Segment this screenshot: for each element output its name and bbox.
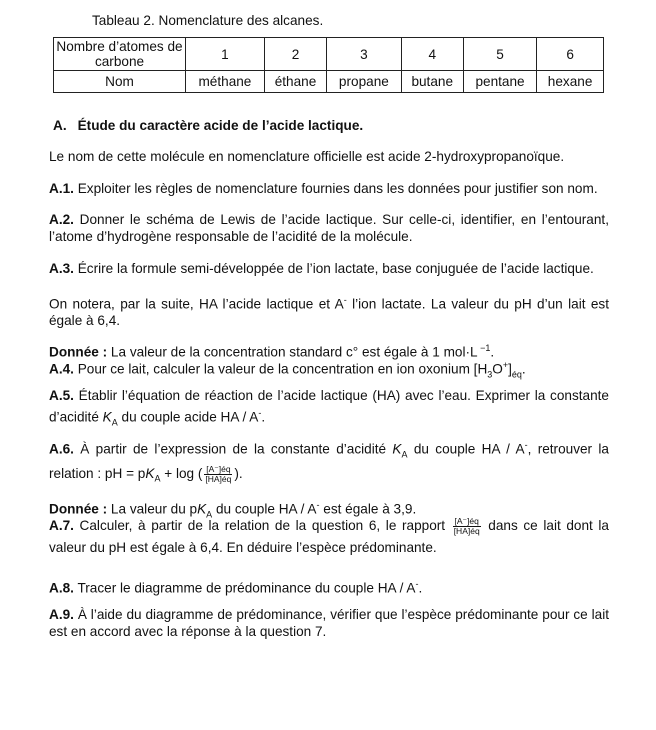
text-run: La valeur de la concentration standard c° est égale à 1 mol·L <box>107 344 478 360</box>
table-caption: Tableau 2. Nomenclature des alcanes. <box>92 13 324 28</box>
superscript: - <box>258 407 262 418</box>
alkane-name-cell: propane <box>327 71 401 93</box>
text-run: du couple HA / A <box>212 501 317 517</box>
question-text: Donner le schéma de Lewis de l’acide lactique. Sur celle-ci, identifier, en l’entourant, l’atome d’hydrogène responsable de l’acidité de la molécule. <box>49 212 609 244</box>
subscript: éq <box>511 369 522 380</box>
alkane-nomenclature-table <box>53 37 604 93</box>
text-run: dans ce lait dont la valeur du pH est égale à 6,4. En déduire l’espèce prédominante. <box>49 518 609 555</box>
concentration-ratio-fraction <box>453 517 481 536</box>
fraction-numerator: [A⁻]éq <box>454 515 479 526</box>
alkane-name-cell: méthane <box>186 71 265 93</box>
superscript: - <box>316 500 320 510</box>
question-label: A.7. <box>49 518 74 533</box>
question-label: A.1. <box>49 181 74 196</box>
constant-symbol: K <box>197 501 207 517</box>
text-run: est égale à 3,9. <box>319 501 417 517</box>
alkane-name-cell: butane <box>401 71 463 93</box>
concentration-ratio-fraction <box>204 465 232 484</box>
question-a8 <box>49 576 609 597</box>
data-label: Donnée : <box>49 344 108 360</box>
alkane-name-cell: éthane <box>264 71 326 93</box>
question-label: A.3. <box>49 261 74 276</box>
constant-symbol: K <box>145 466 155 482</box>
text-run: . <box>418 580 423 596</box>
question-label: A.8. <box>49 580 74 596</box>
subscript: A <box>154 473 161 484</box>
question-text: Exploiter les règles de nomenclature fournies dans les données pour justifier son nom. <box>77 181 598 196</box>
question-text: À l’aide du diagramme de prédominance, vérifier que l’espèce prédominante pour ce lait est en accord avec la réponse à la question 7. <box>49 607 609 639</box>
name-header: Nom <box>54 71 186 93</box>
question-label: A.4. <box>49 361 74 377</box>
section-title-text: Étude du caractère acide de l’acide lactique. <box>77 118 364 133</box>
text-run: du couple HA / A <box>407 441 525 457</box>
question-label: A.9. <box>49 607 74 622</box>
intro-paragraph: Le nom de cette molécule en nomenclature officielle est acide 2-hydroxypropanoïque. <box>49 149 565 164</box>
question-a2 <box>49 212 609 246</box>
data-label: Donnée : <box>49 501 108 517</box>
question-a5 <box>49 388 609 431</box>
carbon-count-cell: 2 <box>264 38 326 71</box>
alkane-name-cell: hexane <box>537 71 604 93</box>
question-label: A.2. <box>49 212 74 227</box>
carbon-count-cell: 6 <box>537 38 604 71</box>
text-run: On notera, par la suite, HA l’acide lactique et A <box>49 296 344 312</box>
question-label: A.5. <box>49 388 74 403</box>
fraction-numerator: [A⁻]éq <box>206 464 231 475</box>
carbon-count-cell: 3 <box>327 38 401 71</box>
alkane-name-cell: pentane <box>463 71 536 93</box>
subscript: A <box>206 509 213 520</box>
constant-symbol: K <box>102 409 112 425</box>
fraction-denominator: [HA]éq <box>453 525 480 536</box>
table-row <box>54 38 604 71</box>
carbon-count-cell: 4 <box>401 38 463 71</box>
constant-symbol: K <box>392 441 402 457</box>
fraction-denominator: [HA]éq <box>205 474 232 485</box>
subscript: A <box>401 449 408 460</box>
question-label: A.6. <box>49 441 74 457</box>
text-run: + log ( <box>160 466 203 482</box>
question-text: Écrire la formule semi-développée de l’ion lactate, base conjuguée de l’acide lactique. <box>77 261 594 276</box>
text-run: . <box>490 344 495 360</box>
text-run: . <box>261 409 266 425</box>
text-run: Pour ce lait, calculer la valeur de la concentration en ion oxonium [H <box>73 361 488 377</box>
notation-paragraph <box>49 292 609 330</box>
superscript: −1 <box>477 343 491 353</box>
text-run: À partir de l’expression de la constante d’acidité <box>73 441 393 457</box>
text-run: ). <box>234 466 243 482</box>
carbon-count-cell: 1 <box>186 38 265 71</box>
subscript: A <box>111 417 118 428</box>
question-a6 <box>49 436 609 489</box>
text-run: ] <box>508 361 512 377</box>
question-a9 <box>49 607 609 641</box>
text-run: du couple acide HA / A <box>117 409 259 425</box>
question-a1 <box>49 181 609 198</box>
text-run: La valeur du p <box>107 501 198 517</box>
text-run: Établir l’équation de réaction de l’acide lactique (HA) avec l’eau. Exprimer la constante d’acidité <box>49 388 609 425</box>
carbon-count-header: Nombre d’atomes de carbone <box>54 38 186 71</box>
text-run: Tracer le diagramme de prédominance du couple HA / A <box>73 580 416 596</box>
question-a3 <box>49 261 609 278</box>
superscript: - <box>415 579 419 589</box>
text-run: l’ion lactate. La valeur du pH d’un lait est égale à 6,4. <box>49 296 609 329</box>
superscript: - <box>343 295 347 305</box>
carbon-count-cell: 5 <box>463 38 536 71</box>
section-letter: A. <box>53 118 67 133</box>
table-row <box>54 71 604 93</box>
superscript: + <box>502 360 509 370</box>
text-run: O <box>492 361 503 377</box>
superscript: - <box>524 440 528 450</box>
text-run: , retrouver la relation : pH = p <box>49 441 609 482</box>
question-a7 <box>49 515 609 559</box>
text-run: . <box>521 361 526 377</box>
subscript: 3 <box>487 369 493 380</box>
text-run: Calculer, à partir de la relation de la question 6, le rapport <box>73 518 451 533</box>
section-title <box>53 118 363 133</box>
question-a4 <box>49 357 609 383</box>
